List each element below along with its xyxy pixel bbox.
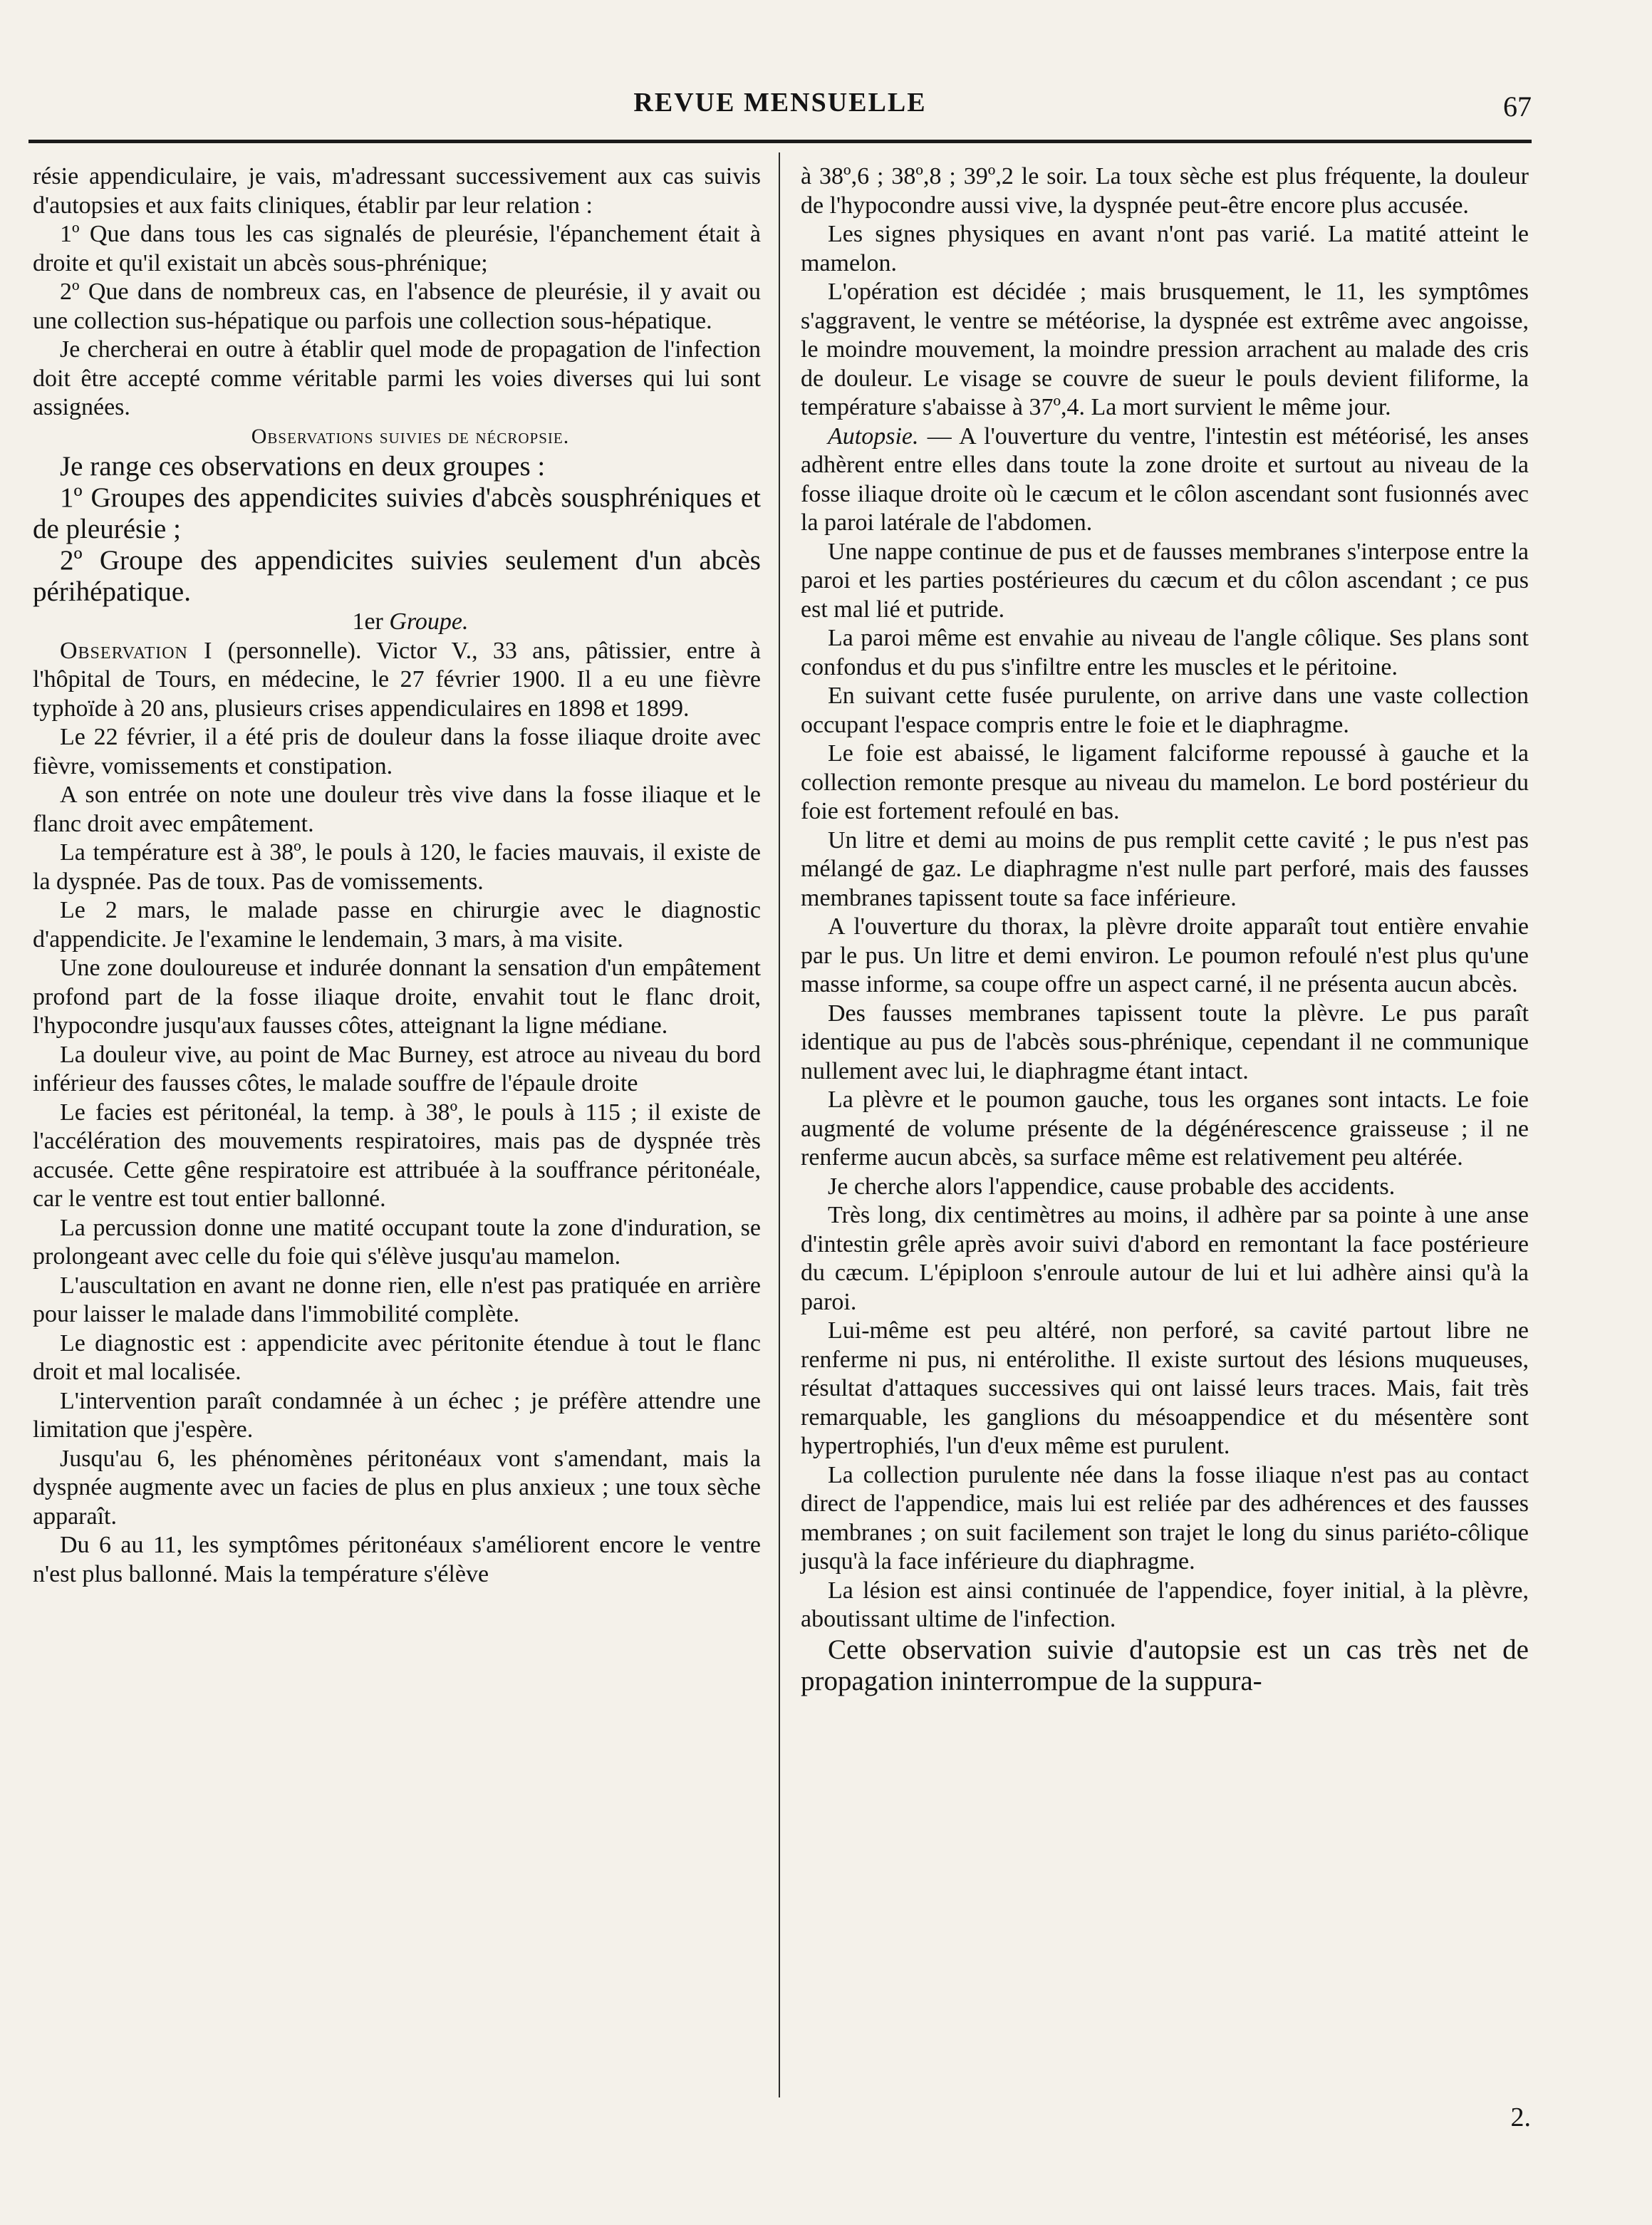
- paragraph: A l'ouverture du thorax, la plèvre droite apparaît tout entière envahie par le pus. Un litre et demi environ. Le poumon refoulé n'est plus qu'une masse informe, sa coupe offre un aspect carné, il ne présenta aucun abcès.: [801, 913, 1529, 997]
- paragraph: La douleur vive, au point de Mac Burney, est atroce au niveau du bord inférieur des fausses côtes, le malade souffre de l'épaule droite: [33, 1041, 761, 1096]
- observation-label: Observation I: [60, 637, 213, 664]
- header-rule: [28, 140, 1532, 143]
- group-heading-label: Groupe.: [389, 608, 469, 635]
- paragraph: Très long, dix centimètres au moins, il adhère par sa pointe à une anse d'intestin grêle après avoir suivi d'abord en remontant la face postérieure du cæcum. L'épiploon s'enroule autour de lui et lui adhère ainsi qu'à la paroi.: [801, 1202, 1529, 1315]
- paragraph: Je chercherai en outre à établir quel mode de propagation de l'infection doit être accepté comme véritable parmi les voies diverses qui lui sont assignées.: [33, 336, 761, 420]
- group-heading: [33, 608, 761, 637]
- paragraph: La paroi même est envahie au niveau de l'angle côlique. Ses plans sont confondus et du pus s'infiltre entre les muscles et le péritoine.: [801, 625, 1529, 680]
- paragraph: A son entrée on note une douleur très vive dans la fosse iliaque et le flanc droit avec empâtement.: [33, 782, 761, 837]
- paragraph: Je range ces observations en deux groupes :: [60, 451, 546, 482]
- paragraph: Je cherche alors l'appendice, cause probable des accidents.: [828, 1173, 1396, 1200]
- signature-mark: 2.: [1510, 2102, 1531, 2132]
- paragraph: Jusqu'au 6, les phénomènes péritonéaux vont s'amendant, mais la dyspnée augmente avec un facies de plus en plus anxieux ; une toux sèche apparaît.: [33, 1445, 761, 1530]
- paragraph: La percussion donne une matité occupant toute la zone d'induration, se prolongeant avec celle du foie qui s'élève jusqu'au mamelon.: [33, 1214, 761, 1270]
- paragraph: 2º Que dans de nombreux cas, en l'absence de pleurésie, il y avait ou une collection sus-hépatique ou parfois une collection sous-hépatique.: [33, 279, 761, 334]
- paragraph: Des fausses membranes tapissent toute la plèvre. Le pus paraît identique au pus de l'abcès sous-phrénique, cependant il ne communique nullement avec lui, le diaphragme étant intact.: [801, 1000, 1529, 1084]
- paragraph: Cette observation suivie d'autopsie est un cas très net de propagation ininterrompue de la suppura-: [801, 1634, 1529, 1696]
- paragraph: La lésion est ainsi continuée de l'appendice, foyer initial, à la plèvre, aboutissant ultime de l'infection.: [801, 1577, 1529, 1632]
- group-heading-number: 1er: [352, 608, 383, 635]
- page-number: 67: [1503, 90, 1532, 123]
- left-column: [33, 162, 761, 1589]
- paragraph: L'opération est décidée ; mais brusquement, le 11, les symptômes s'aggravent, le ventre se météorise, la dyspnée est extrême avec angoisse, le moindre mouvement, la moindre pression arrachent au malade des cris de douleur. Le visage se couvre de sueur le pouls devient filiforme, la température s'abaisse à 37º,4. La mort survient le même jour.: [801, 279, 1529, 420]
- paragraph: 2º Groupe des appendicites suivies seulement d'un abcès périhépatique.: [33, 545, 761, 607]
- autopsie-label: Autopsie.: [828, 422, 919, 450]
- paragraph: Une zone douloureuse et indurée donnant la sensation d'un empâtement profond part de la fosse iliaque droite, envahit tout le flanc droit, l'hypocondre jusqu'aux fausses côtes, atteignant la ligne médiane.: [33, 955, 761, 1039]
- paragraph: 1º Que dans tous les cas signalés de pleurésie, l'épanchement était à droite et qu'il existait un abcès sous-phrénique;: [33, 221, 761, 276]
- journal-title: REVUE MENSUELLE: [633, 88, 927, 118]
- paragraph: La plèvre et le poumon gauche, tous les organes sont intacts. Le foie augmenté de volume présente de la dégénérescence graisseuse ; il ne renferme aucun abcès, sa surface même est relativement peu altérée.: [801, 1086, 1529, 1171]
- running-header: [28, 78, 1532, 135]
- paragraph: Le 2 mars, le malade passe en chirurgie avec le diagnostic d'appendicite. Je l'examine le lendemain, 3 mars, à ma visite.: [33, 897, 761, 953]
- paragraph: En suivant cette fusée purulente, on arrive dans une vaste collection occupant l'espace compris entre le foie et le diaphragme.: [801, 683, 1529, 738]
- paragraph: L'auscultation en avant ne donne rien, elle n'est pas pratiquée en arrière pour laisser le malade dans l'immobilité complète.: [33, 1272, 761, 1327]
- paragraph: 1º Groupes des appendicites suivies d'abcès sousphréniques et de pleurésie ;: [33, 482, 761, 544]
- observation-intro: (personnelle). Victor V., 33 ans, pâtissier, entre à l'hôpital de Tours, en médecine, le 27 février 1900. Il a eu une fièvre typhoïde à 20 ans, plusieurs crises appendiculaires en 1898 et 1899.: [33, 637, 761, 722]
- section-heading: Observations suivies de nécropsie.: [251, 424, 570, 448]
- paragraph: Une nappe continue de pus et de fausses membranes s'interpose entre la paroi et les parties postérieures du cæcum et du côlon ascendant ; ce pus est mal lié et putride.: [801, 538, 1529, 623]
- paragraph: L'intervention paraît condamnée à un échec ; je préfère attendre une limitation que j'espère.: [33, 1387, 761, 1443]
- paragraph: Lui-même est peu altéré, non perforé, sa cavité partout libre ne renferme ni pus, ni entérolithe. Il existe surtout des lésions muqueuses, résultat d'attaques successives qui ont laissé leurs traces. Mais, fait très remarquable, les ganglions du mésoappendice et du mésentère sont hypertrophiés, l'un d'eux même est purulent.: [801, 1317, 1529, 1459]
- observation-paragraph: [33, 637, 761, 724]
- paragraph: Le diagnostic est : appendicite avec péritonite étendue à tout le flanc droit et mal localisée.: [33, 1329, 761, 1385]
- paragraph: Le foie est abaissé, le ligament falciforme repoussé à gauche et la collection remonte presque au niveau du mamelon. Le bord postérieur du foie est fortement refoulé en bas.: [801, 740, 1529, 824]
- column-divider: [779, 152, 780, 2097]
- paragraph: à 38º,6 ; 38º,8 ; 39º,2 le soir. La toux sèche est plus fréquente, la douleur de l'hypocondre aussi vive, la dyspnée peut-être encore plus accusée.: [801, 163, 1529, 219]
- paragraph: Du 6 au 11, les symptômes péritonéaux s'améliorent encore le ventre n'est plus ballonné. Mais la température s'élève: [33, 1532, 761, 1587]
- paragraph: La température est à 38º, le pouls à 120, le facies mauvais, il existe de la dyspnée. Pas de toux. Pas de vomissements.: [33, 839, 761, 895]
- paragraph: Le 22 février, il a été pris de douleur dans la fosse iliaque droite avec fièvre, vomissements et constipation.: [33, 724, 761, 779]
- autopsie-text: — A l'ouverture du ventre, l'intestin est météorisé, les anses adhèrent entre elles dans toute la zone droite et surtout au niveau de la fosse iliaque droite où le cæcum et le côlon ascendant sont fusionnés avec la paroi latérale de l'abdomen.: [801, 422, 1529, 536]
- paragraph: La collection purulente née dans la fosse iliaque n'est pas au contact direct de l'appendice, mais lui est reliée par des adhérences et des fausses membranes ; on suit facilement son trajet le long du sinus pariéto-côlique jusqu'à la face inférieure du diaphragme.: [801, 1461, 1529, 1575]
- paragraph: Un litre et demi au moins de pus remplit cette cavité ; le pus n'est pas mélangé de gaz. Le diaphragme n'est nulle part perforé, mais des fausses membranes tapissent toute sa face inférieure.: [801, 826, 1529, 911]
- paragraph: résie appendiculaire, je vais, m'adressant successivement aux cas suivis d'autopsies et aux faits cliniques, établir par leur relation :: [33, 163, 761, 219]
- paragraph: Les signes physiques en avant n'ont pas varié. La matité atteint le mamelon.: [801, 221, 1529, 276]
- autopsie-paragraph: [801, 422, 1529, 538]
- paragraph: Le facies est péritonéal, la temp. à 38º, le pouls à 115 ; il existe de l'accélération des mouvements respiratoires, mais pas de dyspnée très accusée. Cette gêne respiratoire est attribuée à la souffrance péritonéale, car le ventre est tout entier ballonné.: [33, 1099, 761, 1212]
- right-column: [801, 162, 1529, 1697]
